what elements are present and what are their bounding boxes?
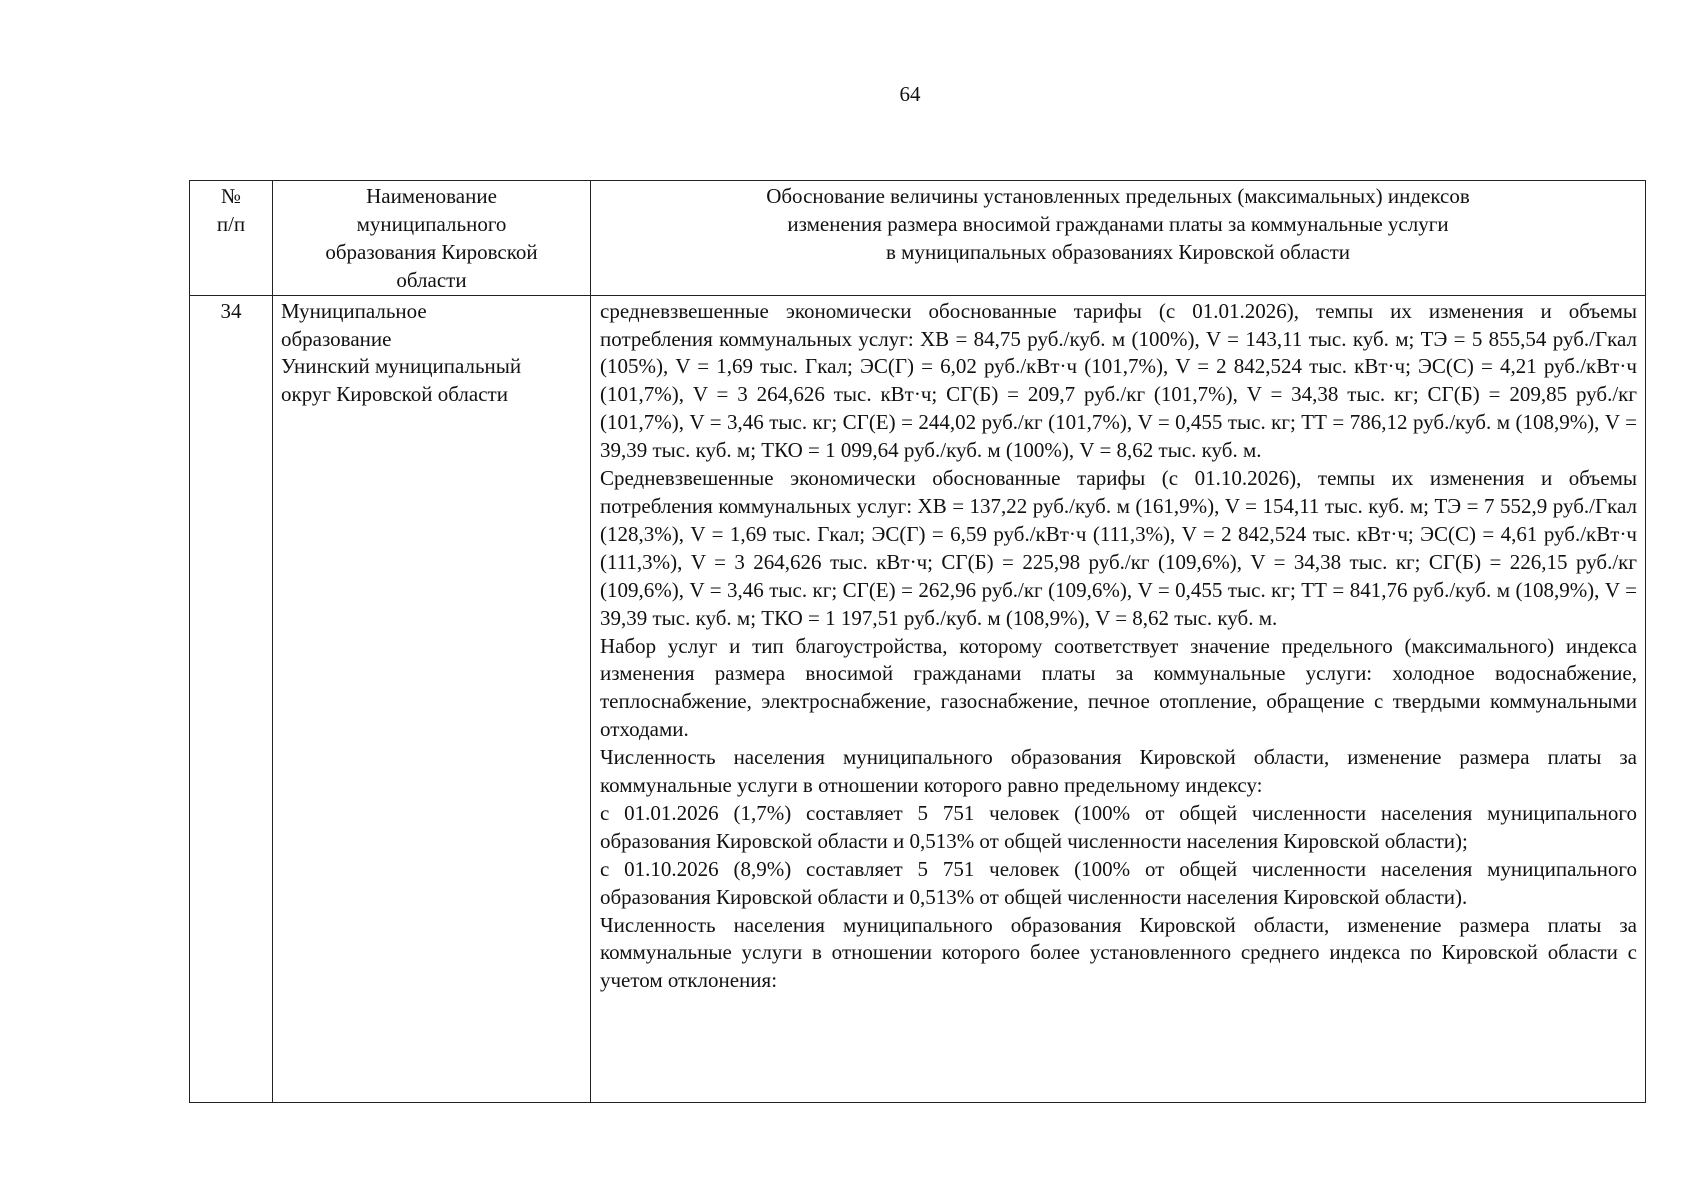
page-number: 64 — [899, 82, 921, 106]
justification-text — [591, 295, 1646, 1102]
table-header-row — [190, 181, 1646, 296]
header-number — [190, 181, 273, 296]
population-jan-paragraph: с 01.01.2026 (1,7%) составляет 5 751 человек (100% от общей численности населения муниципального образования Кировской области и 0,513% от общей численности населения Кировской области); — [600, 800, 1637, 853]
header-number-line: п/п — [216, 211, 246, 236]
tariff-justification-table — [189, 180, 1646, 1103]
municipality-name — [273, 295, 591, 1102]
tariffs-jan-paragraph: средневзвешенные экономически обоснованные тарифы (с 01.01.2026), темпы их изменения и объемы потребления коммунальных услуг: ХВ = 84,75 руб./куб. м (100%), V = 143,11 тыс. куб. м; ТЭ = 5 855,54 руб./Гкал (105%), V = 1,69 тыс. Гкал; ЭС(Г) = 6,02 руб./кВт·ч (101,7%), V = 2 842,524 тыс. кВт·ч; ЭС(С) = 4,21 руб./кВт·ч (101,7%), V = 3 264,626 тыс. кВт·ч; СГ(Б) = 209,7 руб./кг (101,7%), V = 34,38 тыс. кг; СГ(Б) = 209,85 руб./кг (101,7%), V = 3,46 тыс. кг; СГ(Е) = 244,02 руб./кг (101,7%), V = 0,455 тыс. кг; ТТ = 786,12 руб./куб. м (108,9%), V = 39,39 тыс. куб. м; ТКО = 1 099,64 руб./куб. м (100%), V = 8,62 тыс. куб. м. — [600, 298, 1637, 463]
population-above-index-paragraph: Численность населения муниципального образования Кировской области, изменение размера платы за коммунальные услуги в отношении которого более установленного среднего индекса по Кировской области с учетом отклонения: — [600, 912, 1637, 993]
header-municipality-line: области — [396, 267, 467, 292]
header-number-line: № — [220, 184, 242, 208]
header-justification-line: в муниципальных образованиях Кировской области — [885, 239, 1350, 264]
header-justification — [591, 181, 1646, 296]
tariffs-oct-paragraph: Средневзвешенные экономически обоснованные тарифы (с 01.10.2026), темпы их изменения и объемы потребления коммунальных услуг: ХВ = 137,22 руб./куб. м (161,9%), V = 154,11 тыс. куб. м; ТЭ = 7 552,9 руб./Гкал (128,3%), V = 1,69 тыс. Гкал; ЭС(Г) = 6,59 руб./кВт·ч (111,3%), V = 2 842,524 тыс. кВт·ч; ЭС(С) = 4,61 руб./кВт·ч (111,3%), V = 3 264,626 тыс. кВт·ч; СГ(Б) = 225,98 руб./кг (109,6%), V = 34,38 тыс. кг; СГ(Б) = 226,15 руб./кг (109,6%), V = 3,46 тыс. кг; СГ(Е) = 262,96 руб./кг (109,6%), V = 0,455 тыс. кг; ТТ = 841,76 руб./куб. м (108,9%), V = 39,39 тыс. куб. м; ТКО = 1 197,51 руб./куб. м (108,9%), V = 8,62 тыс. куб. м. — [600, 466, 1637, 630]
table-row — [190, 295, 1646, 1102]
population-equal-index-paragraph: Численность населения муниципального образования Кировской области, изменение размера платы за коммунальные услуги в отношении которого равно предельному индексу: — [600, 745, 1637, 798]
header-municipality-line: образования Кировской — [325, 239, 538, 264]
header-municipality-line: муниципального — [356, 211, 507, 236]
municipality-name-line: Муниципальное — [281, 298, 427, 323]
header-municipality — [273, 181, 591, 296]
population-oct-paragraph: с 01.10.2026 (8,9%) составляет 5 751 человек (100% от общей численности населения муниципального образования Кировской области и 0,513% от общей численности населения Кировской области). — [600, 856, 1637, 909]
header-justification-line: изменения размера вносимой гражданами платы за коммунальные услуги — [787, 211, 1449, 236]
services-set-paragraph: Набор услуг и тип благоустройства, которому соответствует значение предельного (максимального) индекса изменения размера вносимой гражданами платы за коммунальные услуги: холодное водоснабжение, теплоснабжение, электроснабжение, газоснабжение, печное отопление, обращение с твердыми коммунальными отходами. — [600, 633, 1637, 742]
municipality-name-line: образование — [281, 326, 392, 351]
municipality-name-line: Унинский муниципальный — [281, 354, 522, 379]
header-justification-line: Обоснование величины установленных предельных (максимальных) индексов — [766, 184, 1470, 208]
municipality-name-line: округ Кировской области — [281, 382, 508, 407]
row-number: 34 — [190, 295, 273, 1102]
header-municipality-line: Наименование — [366, 184, 497, 208]
